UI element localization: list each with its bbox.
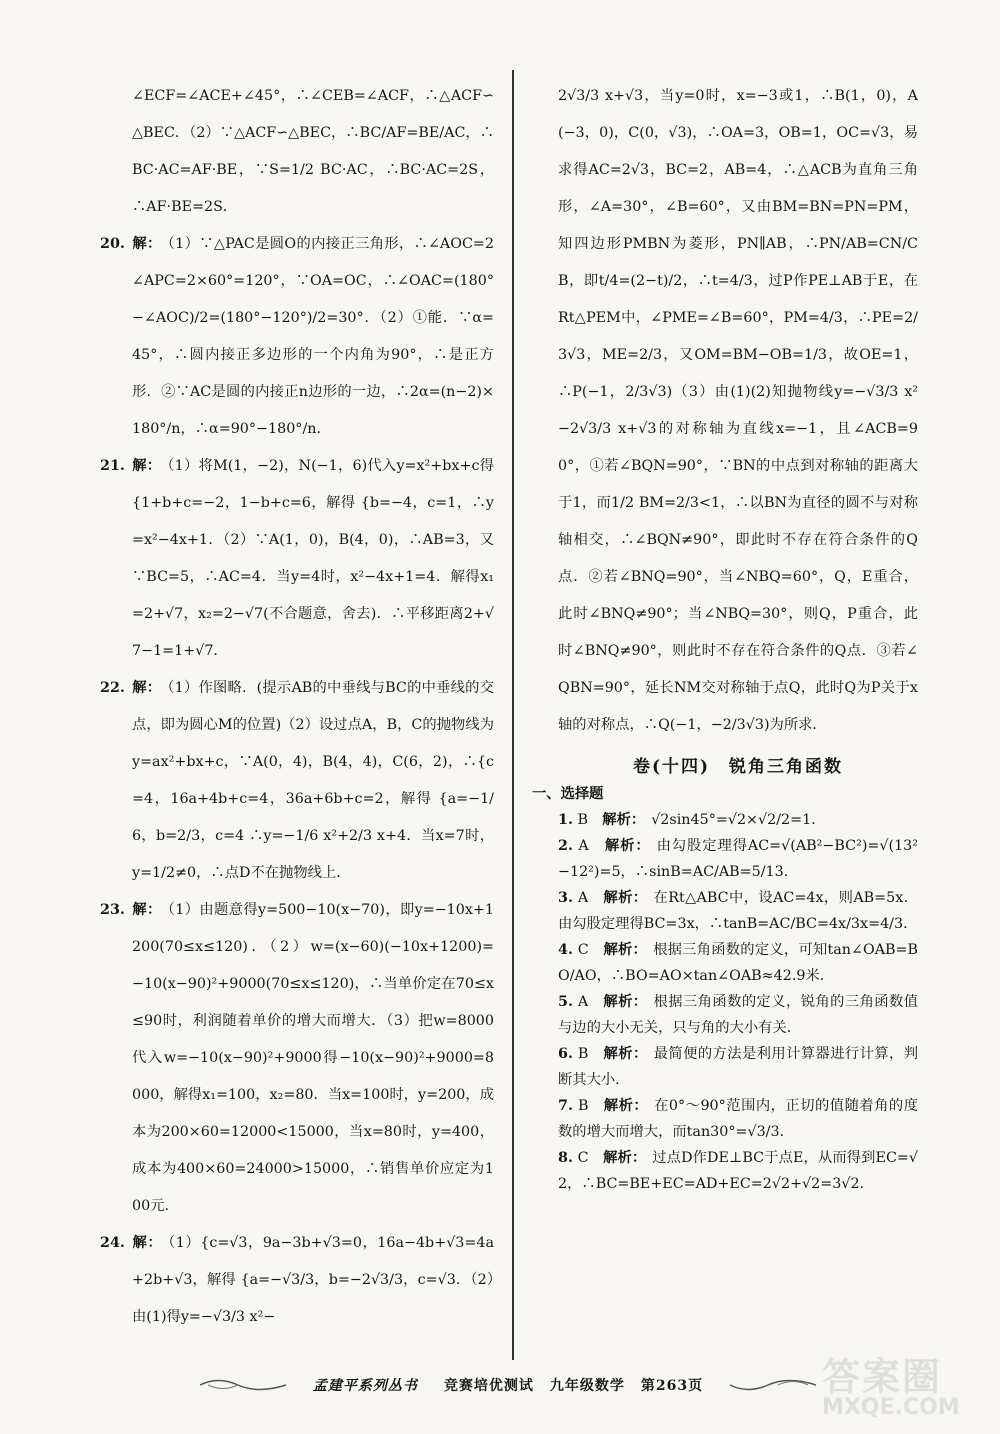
choice-item bbox=[558, 1041, 918, 1093]
q23-answer bbox=[100, 892, 495, 1225]
item-text: 根据三角函数的定义，锐角的三角函数值与边的大小无关，只与角的大小有关． bbox=[558, 994, 919, 1036]
item-label: 解析： bbox=[603, 994, 648, 1010]
page-footer bbox=[198, 1372, 818, 1398]
column-divider bbox=[512, 70, 514, 1360]
item-text: 在Rt△ABC中，设AC=4x，则AB=5x．由勾股定理得BC=3x，∴tanB=AC/BC=4x/3x=4/3． bbox=[558, 890, 919, 932]
q21-answer bbox=[100, 448, 495, 670]
page-number: 第263页 bbox=[640, 1378, 704, 1394]
item-text: 在0°～90°范围内，正切的值随着角的度数的增大而增大，而tan30°=√3/3． bbox=[558, 1098, 919, 1140]
item-text: √2sin45°=√2×√2/2=1． bbox=[651, 812, 826, 828]
choice-item bbox=[558, 1093, 918, 1145]
q22-number: 22. bbox=[100, 680, 125, 696]
choice-item bbox=[558, 885, 918, 937]
item-label: 解析： bbox=[604, 838, 651, 854]
q22-text: （1）作图略．(提示AB的中垂线与BC的中垂线的交点，即为圆心M的位置)（2）设过点A，B，C的抛物线为y=ax²+bx+c，∵A(0，4)，B(4，4)，C(6，2)，∴{c=4，16a+4b+c=4，36a+6b+c=2，解得 {a=−1/6，b=2/3，c=4 ∴y=−1/6 x²+2/3 x+4．当x=7时，y=1/2≠0，∴点D不在抛物线上． bbox=[132, 680, 494, 881]
item-answer: B bbox=[577, 1098, 589, 1114]
book-title: 竞赛培优测试 bbox=[443, 1378, 534, 1394]
q20-answer bbox=[100, 226, 494, 448]
item-number: 8. bbox=[558, 1150, 573, 1166]
choice-item bbox=[558, 989, 918, 1041]
watermark-url: MXQE.COM bbox=[822, 1395, 960, 1420]
item-number: 4. bbox=[558, 942, 573, 958]
item-label: 解析： bbox=[603, 890, 648, 906]
item-number: 6. bbox=[558, 1046, 573, 1062]
item-number: 5. bbox=[558, 994, 573, 1010]
watermark-text: 答案圈 bbox=[822, 1355, 943, 1399]
item-text: 过点D作DE⊥BC于点E，从而得到EC=√2，∴BC=BE+EC=AD+EC=2√2+√2=3√2． bbox=[558, 1150, 919, 1192]
q23-number: 23. bbox=[100, 902, 125, 918]
footer-ornament-right bbox=[728, 1376, 818, 1394]
choice-item bbox=[558, 833, 918, 885]
item-answer: A bbox=[578, 838, 589, 854]
right-column bbox=[532, 78, 919, 1197]
series-name: 孟建平系列丛书 bbox=[312, 1378, 418, 1394]
q22-label: 解： bbox=[132, 680, 162, 696]
section-title: 卷(十四) 锐角三角函数 bbox=[632, 757, 844, 777]
choice-answers bbox=[558, 807, 918, 1197]
q21-number: 21. bbox=[100, 458, 125, 474]
item-number: 7. bbox=[558, 1098, 573, 1114]
choice-item bbox=[558, 937, 918, 989]
item-number: 2. bbox=[558, 838, 573, 854]
watermark-logo bbox=[822, 1346, 992, 1426]
item-answer: A bbox=[577, 994, 589, 1010]
item-label: 解析： bbox=[603, 1046, 648, 1062]
item-answer: C bbox=[577, 942, 589, 958]
item-text: 由勾股定理得AC=√(AB²−BC²)=√(13²−12²)=5，∴sinB=AC/AB=5/13． bbox=[558, 838, 919, 880]
grade-subject: 九年级数学 bbox=[549, 1378, 625, 1394]
q24-continuation: 2√3/3 x+√3，当y=0时，x=−3或1，∴B(1，0)，A(−3，0)，C(0，√3)，∴OA=3，OB=1，OC=√3，易求得AC=2√3，BC=2，AB=4，∴△ACB为直角三角形，∠A=30°，∠B=60°，又由BM=BN=PN=PM，知四边形PMBN为菱形，PN∥AB，∴PN/AB=CN/CB，即t/4=(2−t)/2，∴t=4/3，过P作PE⊥AB于E，在Rt△PEM中，∠PME=∠B=60°，PM=4/3，∴PE=2/3√3，ME=2/3，又OM=BM−OB=1/3，故OE=1，∴P(−1，2/3√3)（3）由(1)(2)知抛物线y=−√3/3 x²−2√3/3 x+√3的对称轴为直线x=−1，且∠ACB=90°，①若∠BQN=90°，∵BN的中点到对称轴的距离大于1，而1/2 BM=2/3<1，∴以BN为直径的圆不与对称轴相交，∴∠BQN≠90°，即此时不存在符合条件的Q点．②若∠BNQ=90°，当∠NBQ=60°，Q，E重合，此时∠BNQ≠90°；当∠NBQ=30°，则Q，P重合，此时∠BNQ≠90°，则此时不存在符合条件的Q点．③若∠QBN=90°，延长NM交对称轴于点Q，此时Q为P关于x轴的对称点，∴Q(−1，−2/3√3)为所求． bbox=[558, 88, 918, 733]
item-answer: B bbox=[577, 1046, 589, 1062]
q20-number: 20. bbox=[100, 236, 125, 252]
q21-label: 解： bbox=[132, 458, 162, 474]
item-answer: A bbox=[577, 890, 589, 906]
q19-continuation: ∠ECF=∠ACE+∠45°，∴∠CEB=∠ACF，∴△ACF∽△BEC．（2）∵△ACF∽△BEC，∴BC/AF=BE/AC，∴BC·AC=AF·BE，∵S=1/2 BC·AC，∴BC·AC=2S，∴AF·BE=2S． bbox=[132, 88, 495, 215]
item-answer: B bbox=[577, 812, 588, 828]
item-text: 最简便的方法是利用计算器进行计算，判断其大小． bbox=[558, 1046, 919, 1088]
item-label: 解析： bbox=[602, 812, 646, 828]
item-text: 根据三角函数的定义，可知tan∠OAB=BO/AO，∴BO=AO×tan∠OAB≈42.9米． bbox=[558, 942, 919, 984]
item-label: 解析： bbox=[603, 1150, 647, 1166]
q23-label: 解： bbox=[132, 902, 162, 918]
q23-text: （1）由题意得y=500−10(x−70)，即y=−10x+1200(70≤x≤120)．（2）w=(x−60)(−10x+1200)=−10(x−90)²+9000(70≤x≤120)，∴当单价定在70≤x≤90时，利润随着单价的增大而增大．（3）把w=8000代入w=−10(x−90)²+9000得−10(x−90)²+9000=8000，解得x₁=100，x₂=80．当x=100时，y=200，成本为200×60=12000<15000，当x=80时，y=400，成本为400×60=24000>15000，∴销售单价应定为100元． bbox=[132, 902, 495, 1214]
q22-answer bbox=[100, 670, 494, 892]
item-label: 解析： bbox=[603, 1098, 649, 1114]
choice-item bbox=[558, 1145, 918, 1197]
left-column bbox=[100, 78, 495, 1336]
item-label: 解析： bbox=[603, 942, 648, 958]
q24-label: 解： bbox=[132, 1235, 163, 1251]
q24-answer bbox=[100, 1225, 494, 1336]
q20-text: （1）∵△PAC是圆O的内接正三角形，∴∠AOC=2∠APC=2×60°=120°，∵OA=OC，∴∠OAC=(180°−∠AOC)/2=(180°−120°)/2=30°．（2）①能．∵α=45°，∴圆内接正多边形的一个内角为90°，∴是正方形．②∵AC是圆的内接正n边形的一边，∴2α=(n−2)×180°/n，∴α=90°−180°/n． bbox=[132, 236, 494, 437]
q20-label: 解： bbox=[132, 236, 162, 252]
choice-item bbox=[558, 807, 918, 833]
item-number: 3. bbox=[558, 890, 573, 906]
item-number: 1. bbox=[558, 812, 573, 828]
q24-text: （1）{c=√3，9a−3b+√3=0，16a−4b+√3=4a+2b+√3，解得 {a=−√3/3，b=−2√3/3，c=√3．（2）由(1)得y=−√3/3 x²− bbox=[132, 1235, 494, 1325]
item-answer: C bbox=[577, 1150, 589, 1166]
q24-number: 24. bbox=[100, 1235, 125, 1251]
subsection-heading: 一、选择题 bbox=[532, 786, 604, 802]
q21-text: （1）将M(1，−2)，N(−1，6)代入y=x²+bx+c得 {1+b+c=−2，1−b+c=6，解得 {b=−4，c=1，∴y=x²−4x+1．（2）∵A(1，0)，B(4，0)，∴AB=3，又∵BC=5，∴AC=4．当y=4时，x²−4x+1=4．解得x₁=2+√7，x₂=2−√7(不合题意，舍去)．∴平移距离2+√7−1=1+√7． bbox=[132, 458, 495, 659]
